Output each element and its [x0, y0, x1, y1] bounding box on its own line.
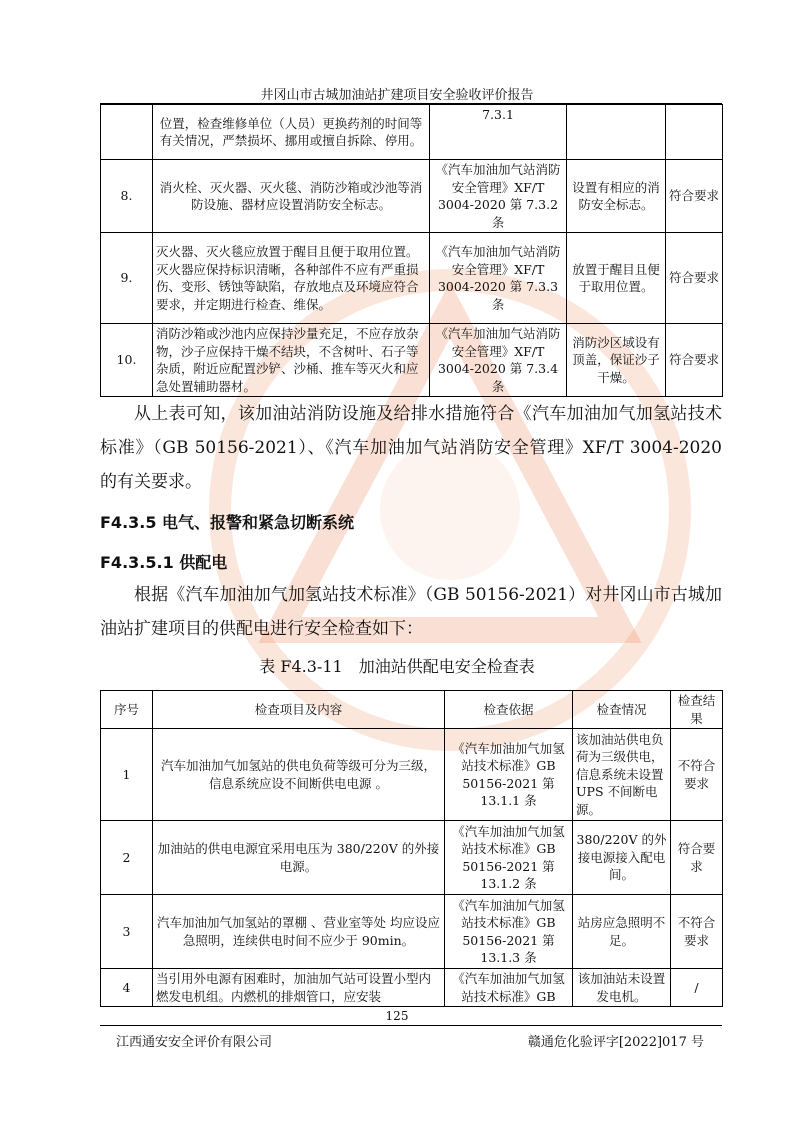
row-basis: 7.3.1 — [430, 105, 567, 160]
table-row — [101, 821, 723, 895]
header-basis: 检查依据 — [445, 691, 573, 729]
page-number: 125 — [385, 1009, 409, 1023]
power-supply-check-table — [100, 690, 723, 1007]
footer-reference: 赣通危化验评字[2022]017 号 — [527, 1035, 704, 1050]
page-header: 井冈山市古城加油站扩建项目安全验收评价报告 — [260, 88, 534, 103]
row-item: 位置，检查维修单位（人员）更换药剂的时间等有关情况，严禁损坏、挪用或擅自拆除、停用。 — [153, 105, 430, 160]
row-basis: 《汽车加油加气加氢站技术标准》GB 50156-2021 第 13.1.3 条 — [445, 895, 573, 969]
row-basis: 《汽车加油加气加氢站技术标准》GB — [445, 969, 573, 1007]
table-row — [101, 969, 723, 1007]
row-basis: 《汽车加油加气站消防安全管理》XF/T 3004-2020 第 7.3.2 条 — [430, 160, 567, 233]
table-row — [101, 324, 723, 397]
row-no: 4 — [101, 969, 153, 1007]
table-header-row — [101, 691, 723, 729]
fire-facility-check-table — [100, 104, 723, 397]
row-no: 10. — [101, 324, 153, 397]
row-status: 消防沙区域设有顶盖，保证沙子干燥。 — [567, 324, 666, 397]
row-result: 符合要求 — [666, 160, 723, 233]
row-no — [101, 105, 153, 160]
row-no: 1 — [101, 729, 153, 821]
row-no: 8. — [101, 160, 153, 233]
header-status: 检查情况 — [573, 691, 671, 729]
table-row — [101, 160, 723, 233]
row-result: 不符合要求 — [671, 729, 723, 821]
row-result — [666, 105, 723, 160]
row-item: 加油站的供电电源宜采用电压为 380/220V 的外接电源。 — [153, 821, 445, 895]
intro-paragraph: 根据《汽车加油加气加氢站技术标准》（GB 50156-2021）对井冈山市古城加油站扩建项目的供配电进行安全检查如下： — [100, 585, 722, 639]
row-status: 设置有相应的消防安全标志。 — [567, 160, 666, 233]
row-basis: 《汽车加油加气加氢站技术标准》GB 50156-2021 第 13.1.2 条 — [445, 821, 573, 895]
header-item: 检查项目及内容 — [153, 691, 445, 729]
table-caption: 表 F4.3-11 加油站供配电安全检查表 — [259, 657, 535, 676]
footer-rule — [100, 1025, 722, 1026]
row-status: 站房应急照明不足。 — [573, 895, 671, 969]
row-result: 符合要求 — [671, 821, 723, 895]
row-result: / — [671, 969, 723, 1007]
row-no: 9. — [101, 233, 153, 324]
row-basis: 《汽车加油加气站消防安全管理》XF/T 3004-2020 第 7.3.4 条 — [430, 324, 567, 397]
row-result: 符合要求 — [666, 233, 723, 324]
row-basis: 《汽车加油加气加氢站技术标准》GB 50156-2021 第 13.1.1 条 — [445, 729, 573, 821]
table-row — [101, 105, 723, 160]
row-item: 消火栓、灭火器、灭火毯、消防沙箱或沙池等消防设施、器材应设置消防安全标志。 — [153, 160, 430, 233]
row-no: 3 — [101, 895, 153, 969]
header-no: 序号 — [101, 691, 153, 729]
table-row — [101, 233, 723, 324]
row-status — [567, 105, 666, 160]
footer-company: 江西通安安全评价有限公司 — [116, 1035, 273, 1050]
table-row — [101, 895, 723, 969]
row-status: 380/220V 的外接电源接入配电间。 — [573, 821, 671, 895]
row-status: 放置于醒目且便于取用位置。 — [567, 233, 666, 324]
row-item: 灭火器、灭火毯应放置于醒目且便于取用位置。灭火器应保持标识清晰，各种部件不应有严重损伤、变形、锈蚀等缺陷，存放地点及环境应符合要求，并定期进行检查、维保。 — [153, 233, 430, 324]
row-item: 汽车加油加气加氢站的罩棚 、营业室等处 均应设应急照明，连续供电时间不应少于 90min。 — [153, 895, 445, 969]
row-status: 该加油站供电负荷为三级供电，信息系统未设置 UPS 不间断电源。 — [573, 729, 671, 821]
header-result: 检查结果 — [671, 691, 723, 729]
row-status: 该加油站未设置发电机。 — [573, 969, 671, 1007]
table-row — [101, 729, 723, 821]
row-result: 符合要求 — [666, 324, 723, 397]
row-basis: 《汽车加油加气站消防安全管理》XF/T 3004-2020 第 7.3.3 条 — [430, 233, 567, 324]
subsection-heading: F4.3.5.1 供配电 — [100, 553, 228, 572]
conclusion-paragraph: 从上表可知，该加油站消防设施及给排水措施符合《汽车加油加气加氢站技术标准》（GB 50156-2021）、《汽车加油加气站消防安全管理》XF/T 3004-2020 的有关要求。 — [100, 404, 722, 492]
section-heading: F4.3.5 电气、报警和紧急切断系统 — [100, 513, 355, 532]
row-item: 消防沙箱或沙池内应保持沙量充足，不应存放杂物，沙子应保持干燥不结块，不含树叶、石子等杂质，附近应配置沙铲、沙桶、推车等灭火和应急处置辅助器材。 — [153, 324, 430, 397]
row-item: 当引用外电源有困难时，加油加气站可设置小型内燃发电机组。内燃机的排烟管口，应安装 — [153, 969, 445, 1007]
row-item: 汽车加油加气加氢站的供电负荷等级可分为三级，信息系统应设不间断供电电源 。 — [153, 729, 445, 821]
row-result: 不符合要求 — [671, 895, 723, 969]
row-no: 2 — [101, 821, 153, 895]
